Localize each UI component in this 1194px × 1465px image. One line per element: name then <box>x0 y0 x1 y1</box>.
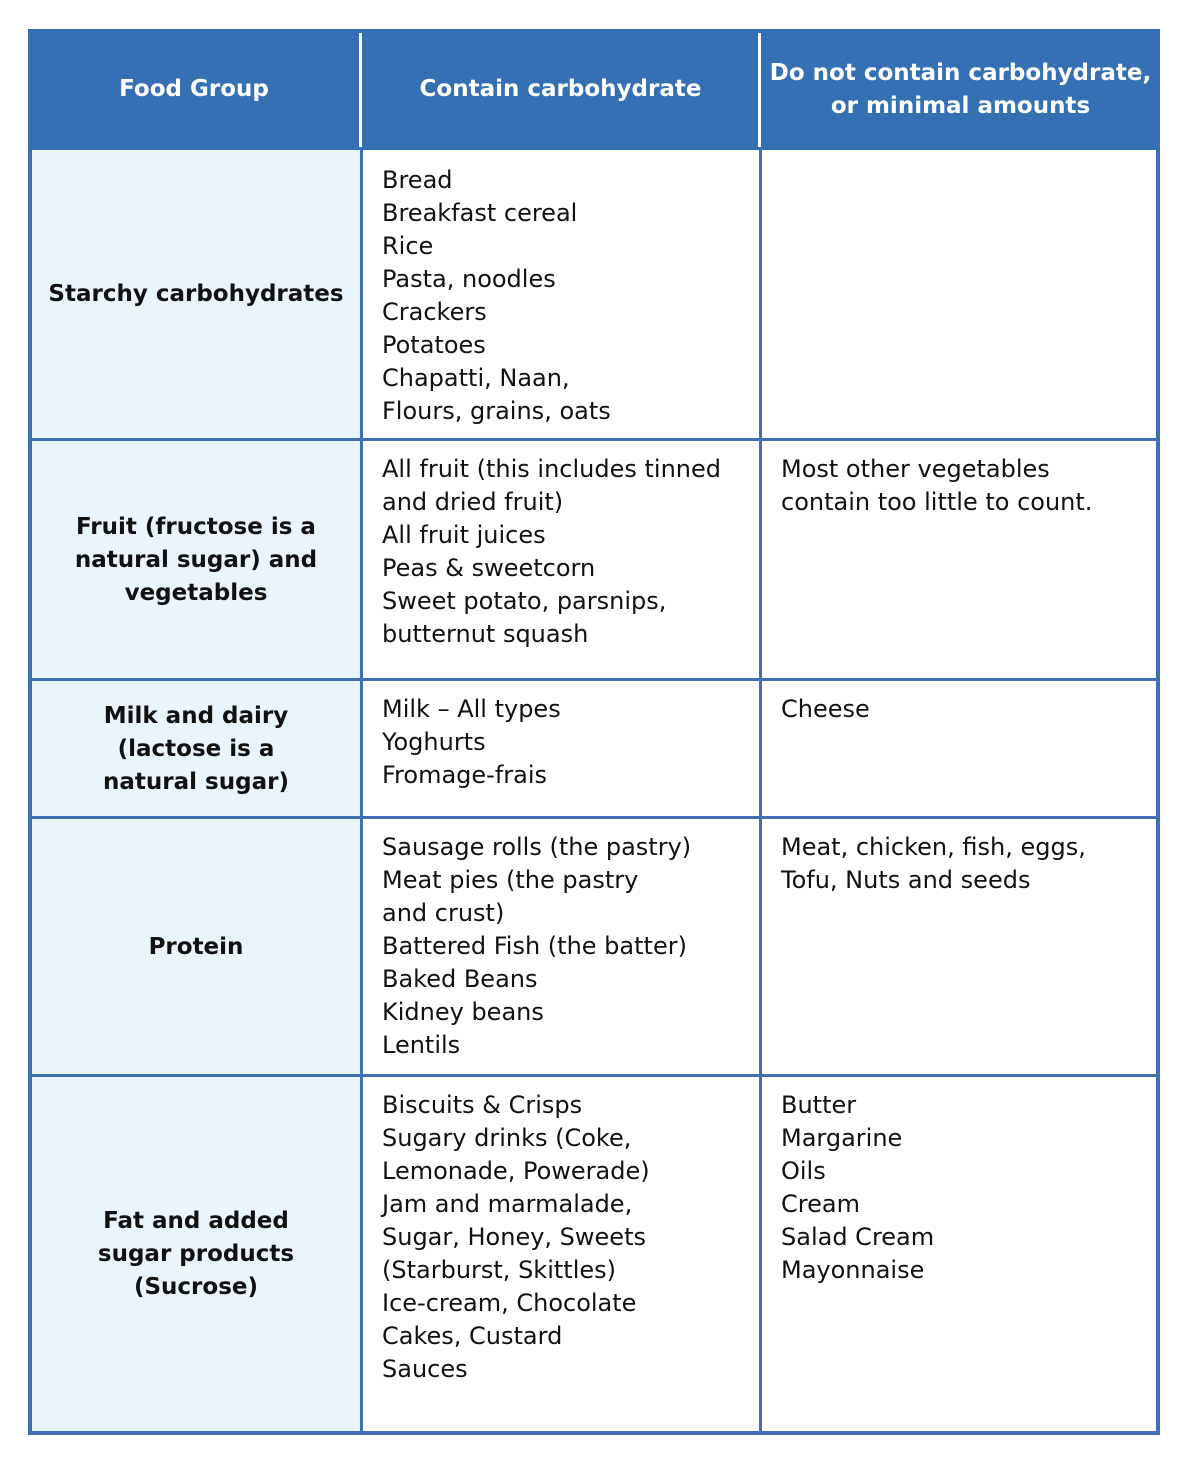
food-item: Tofu, Nuts and seeds <box>781 866 1031 894</box>
header-contain-label: Contain carbohydrate <box>419 76 702 102</box>
food-group-label: Fruit (fructose is a <box>76 513 316 540</box>
food-item: Peas & sweetcorn <box>382 554 596 582</box>
food-item: Kidney beans <box>382 998 544 1026</box>
contain-carbohydrate-cell <box>360 150 759 439</box>
food-item: Sauces <box>382 1355 468 1383</box>
food-item: Cakes, Custard <box>382 1322 563 1350</box>
not-contain-carbohydrate-cell <box>759 819 1160 1075</box>
food-item: Breakfast cereal <box>382 199 578 227</box>
food-group-cell <box>28 441 360 679</box>
contain-carbohydrate-cell <box>360 1077 759 1432</box>
food-item: All fruit (this includes tinned <box>382 455 721 483</box>
food-item: Pasta, noodles <box>382 265 556 293</box>
carbohydrate-food-table <box>28 29 1160 1435</box>
not-contain-carbohydrate-cell <box>759 681 1160 817</box>
food-group-cell <box>28 150 360 439</box>
food-group-label: Milk and dairy <box>103 702 289 729</box>
contain-carbohydrate-cell <box>360 441 759 679</box>
not-contain-carbohydrate-cell <box>759 1077 1160 1432</box>
food-group-label: (lactose is a <box>117 735 275 762</box>
food-group-label: (Sucrose) <box>133 1274 258 1300</box>
food-item: Sausage rolls (the pastry) <box>382 833 692 861</box>
food-group-label: vegetables <box>124 579 268 606</box>
food-item: Sugar, Honey, Sweets <box>382 1223 646 1251</box>
food-group-label: Starchy carbohydrates <box>48 281 344 307</box>
food-item: and dried fruit) <box>382 488 564 516</box>
food-group-label: Protein <box>148 933 244 960</box>
food-item: Ice-cream, Chocolate <box>382 1289 637 1317</box>
header-food-group-label: Food Group <box>119 76 269 102</box>
food-item: Battered Fish (the batter) <box>382 932 687 960</box>
food-item: Cheese <box>781 695 870 723</box>
table-row <box>28 681 1160 817</box>
table-row <box>28 1077 1160 1432</box>
food-item: contain too little to count. <box>781 488 1093 516</box>
header-not-contain-line: Do not contain carbohydrate, <box>769 59 1152 86</box>
table-header <box>28 29 1160 150</box>
food-item: Milk – All types <box>382 695 561 723</box>
food-item: Most other vegetables <box>781 455 1050 483</box>
food-item: Crackers <box>382 298 487 326</box>
food-item: Oils <box>781 1157 826 1185</box>
food-group-cell <box>28 819 360 1075</box>
food-item: Lentils <box>382 1031 461 1059</box>
food-group-label: sugar products <box>97 1241 295 1267</box>
food-group-label: Fat and added <box>103 1208 289 1234</box>
food-item: Meat, chicken, fish, eggs, <box>781 833 1086 861</box>
food-item: and crust) <box>382 899 505 927</box>
food-item: Cream <box>781 1190 860 1218</box>
table-row <box>28 441 1160 679</box>
not-contain-carbohydrate-cell <box>759 150 1160 439</box>
food-group-cell <box>28 1077 360 1432</box>
food-item: Margarine <box>781 1124 903 1152</box>
food-item: Baked Beans <box>382 965 538 993</box>
food-item: Chapatti, Naan, <box>382 364 570 392</box>
food-item: Bread <box>382 166 453 194</box>
food-item: Fromage-frais <box>382 761 548 789</box>
food-item: Meat pies (the pastry <box>382 866 639 894</box>
food-item: Flours, grains, oats <box>382 397 611 425</box>
food-item: Potatoes <box>382 331 486 359</box>
food-item: Butter <box>781 1091 857 1119</box>
contain-carbohydrate-cell <box>360 681 759 817</box>
food-item: Mayonnaise <box>781 1256 925 1284</box>
header-food-group <box>28 29 360 150</box>
food-item: Yoghurts <box>382 728 486 756</box>
food-item: (Starburst, Skittles) <box>382 1256 616 1284</box>
food-group-cell <box>28 681 360 817</box>
food-item: Sugary drinks (Coke, <box>382 1124 632 1152</box>
table-row <box>28 150 1160 439</box>
header-contain-carbohydrate <box>362 29 759 150</box>
header-not-contain-carbohydrate <box>761 29 1160 150</box>
food-item: Biscuits & Crisps <box>382 1091 583 1119</box>
header-not-contain-line: or minimal amounts <box>830 92 1091 119</box>
food-item: butternut squash <box>382 620 589 648</box>
table-row <box>28 819 1160 1075</box>
food-item: All fruit juices <box>382 521 546 549</box>
food-item: Rice <box>382 232 434 260</box>
food-item: Jam and marmalade, <box>382 1190 633 1218</box>
food-item: Sweet potato, parsnips, <box>382 587 667 615</box>
table-bottom-border <box>28 1431 1160 1435</box>
food-item: Salad Cream <box>781 1223 935 1251</box>
food-item: Lemonade, Powerade) <box>382 1157 650 1185</box>
not-contain-carbohydrate-cell <box>759 441 1160 679</box>
food-group-label: natural sugar) <box>103 768 289 795</box>
contain-carbohydrate-cell <box>360 819 759 1075</box>
food-group-label: natural sugar) and <box>74 546 318 573</box>
